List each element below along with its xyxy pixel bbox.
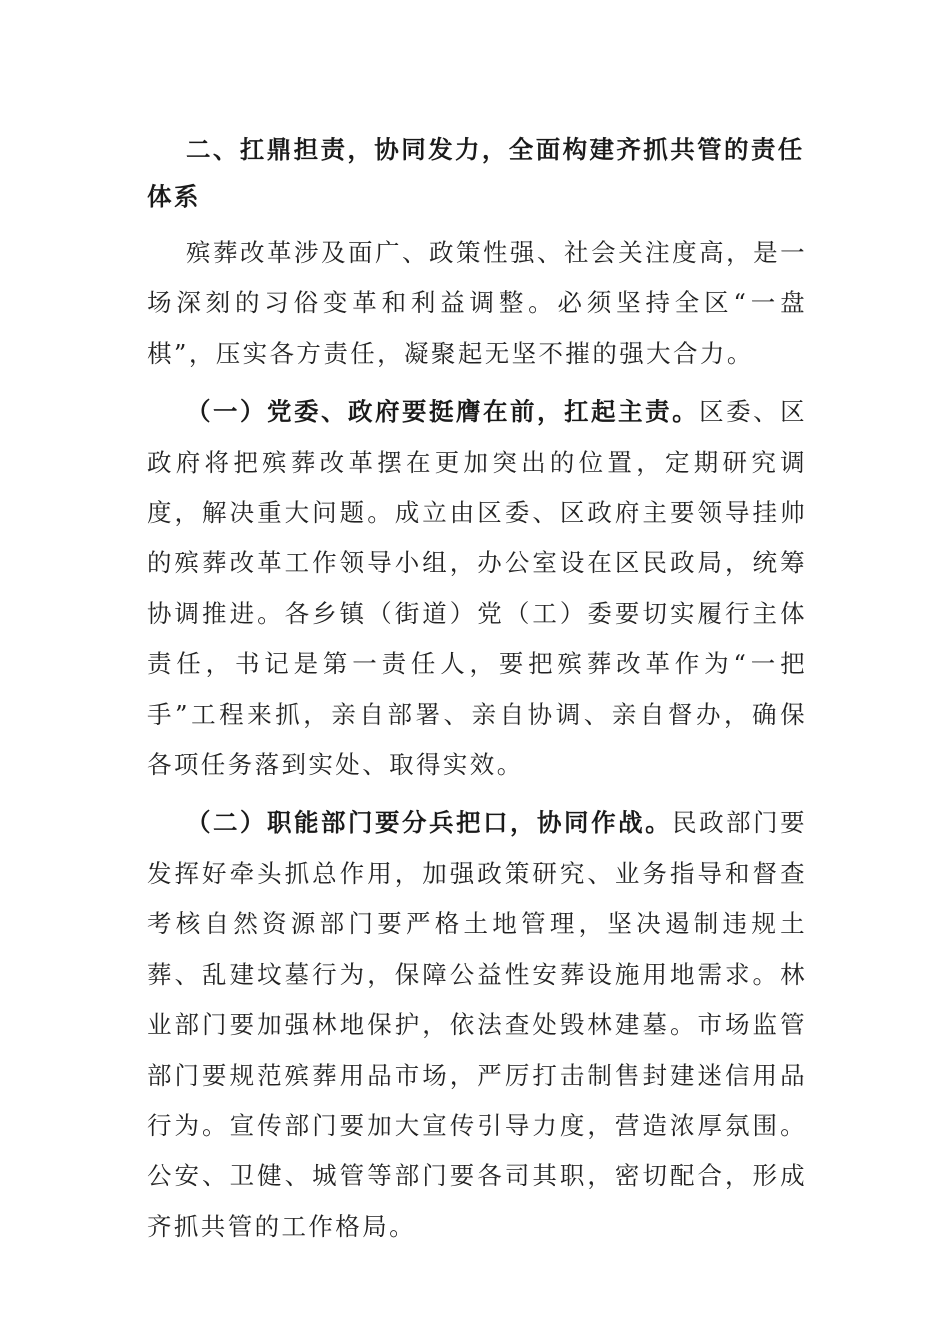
item-paragraph-2	[147, 798, 807, 1252]
document-page	[147, 126, 807, 1252]
item-lead-1: （一）党委、政府要挺膺在前，扛起主责。	[186, 397, 700, 427]
section-heading: 二、扛鼎担责，协同发力，全面构建齐抓共管的责任体系	[147, 135, 805, 211]
item-body-1: 区委、区政府将把殡葬改革摆在更加突出的位置，定期研究调度，解决重大问题。成立由区委、区政府主要领导挂帅的殡葬改革工作领导小组，办公室设在区民政局，统筹协调推进。各乡镇（街道）党（工）委要切实履行主体责任，书记是第一责任人，要把殡葬改革作为“一把手”工程来抓，亲自部署、亲自协调、亲自督办，确保各项任务落到实处、取得实效。	[147, 397, 807, 780]
item-paragraph-1	[147, 387, 807, 790]
intro-paragraph: 殡葬改革涉及面广、政策性强、社会关注度高，是一场深刻的习俗变革和利益调整。必须坚持全区“一盘棋”，压实各方责任，凝聚起无坚不摧的强大合力。	[147, 238, 807, 368]
item-lead-2: （二）职能部门要分兵把口，协同作战。	[186, 808, 673, 838]
item-body-2: 民政部门要发挥好牵头抓总作用，加强政策研究、业务指导和督查考核自然资源部门要严格土地管理，坚决遏制违规土葬、乱建坟墓行为，保障公益性安葬设施用地需求。林业部门要加强林地保护，依法查处毁林建墓。市场监管部门要规范殡葬用品市场，严厉打击制售封建迷信用品行为。宣传部门要加大宣传引导力度，营造浓厚氛围。公安、卫健、城管等部门要各司其职，密切配合，形成齐抓共管的工作格局。	[147, 808, 807, 1241]
